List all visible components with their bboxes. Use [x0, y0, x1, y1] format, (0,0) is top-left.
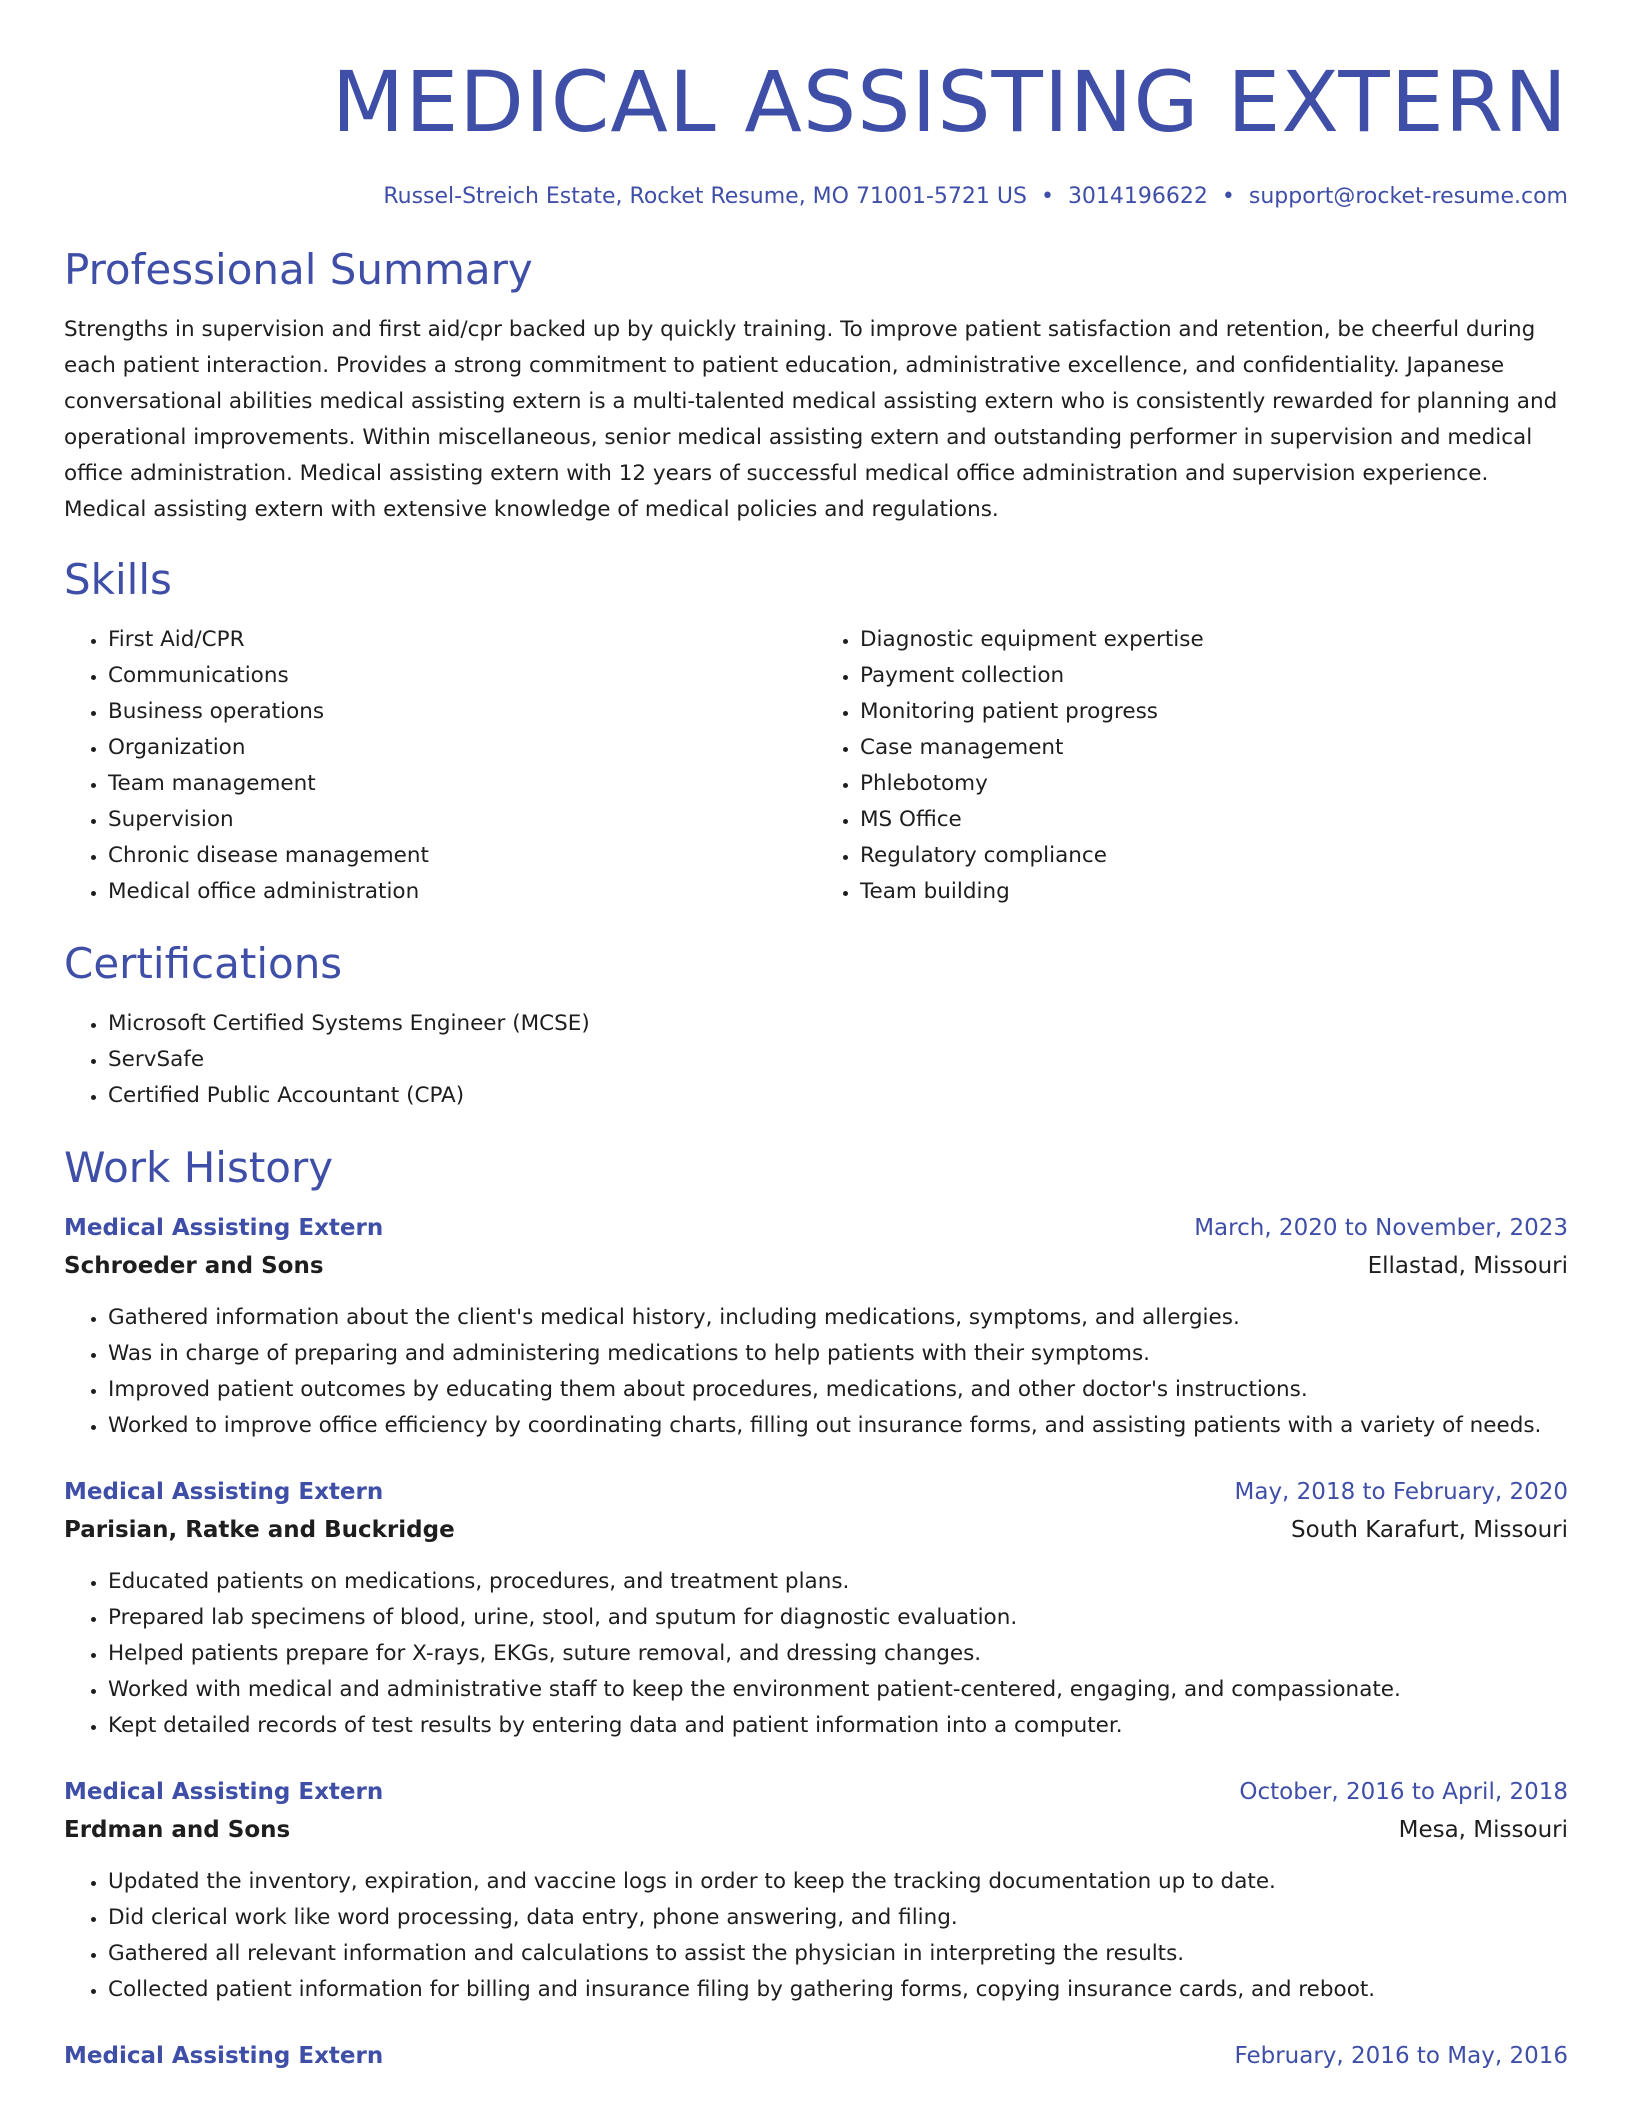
- job-dates: October, 2016 to April, 2018: [1239, 1779, 1568, 1805]
- skills-grid: [64, 622, 1568, 910]
- skill-item: • Phlebotomy: [860, 766, 1568, 802]
- job-location: Mesa, Missouri: [1398, 1817, 1568, 1843]
- job-duty: • Did clerical work like word processing, data entry, phone answering, and filing.: [108, 1900, 1568, 1936]
- certification-item: • ServSafe: [108, 1042, 1568, 1078]
- skill-item: • Payment collection: [860, 658, 1568, 694]
- contact-email[interactable]: support@rocket-resume.com: [1248, 184, 1568, 209]
- job-duty: • Updated the inventory, expiration, and vaccine logs in order to keep the tracking documentation up to date.: [108, 1864, 1568, 1900]
- job-title: Medical Assisting Extern: [64, 1479, 384, 1505]
- job-location: Ellastad, Missouri: [1367, 1253, 1568, 1279]
- job-title: Medical Assisting Extern: [64, 1779, 384, 1805]
- contact-separator: •: [1040, 184, 1054, 209]
- summary-heading: Professional Summary: [64, 245, 533, 294]
- job-duty: • Worked to improve office efficiency by coordinating charts, filling out insurance forms, and assisting patients with a variety of needs.: [108, 1408, 1568, 1444]
- job-duty: • Educated patients on medications, procedures, and treatment plans.: [108, 1564, 1568, 1600]
- job-dates: February, 2016 to May, 2016: [1234, 2043, 1568, 2069]
- summary-text: Strengths in supervision and first aid/cpr backed up by quickly training. To improve patient satisfaction and retention, be cheerful during each patient interaction. Provides a strong commitment to patient education, administrative excellence, and confidentiality. Japanese conversational abilities medical assisting extern is a multi-talented medical assisting extern who is consistently rewarded for planning and operational improvements. Within miscellaneous, senior medical assisting extern and outstanding performer in supervision and medical office administration. Medical assisting extern with 12 years of successful medical office administration and supervision experience. Medical assisting extern with extensive knowledge of medical policies and regulations.: [64, 317, 1558, 522]
- job-title-row: [64, 2038, 1568, 2074]
- job-duty: • Improved patient outcomes by educating them about procedures, medications, and other doctor's instructions.: [108, 1372, 1568, 1408]
- certifications-list: [64, 1006, 1568, 1114]
- job-entry: [64, 1210, 1568, 1444]
- job-title: Medical Assisting Extern: [64, 2043, 384, 2069]
- skill-item: • MS Office: [860, 802, 1568, 838]
- job-duty: • Gathered information about the client's medical history, including medications, symptoms, and allergies.: [108, 1300, 1568, 1336]
- job-duty: • Helped patients prepare for X-rays, EKGs, suture removal, and dressing changes.: [108, 1636, 1568, 1672]
- job-company: Erdman and Sons: [64, 1817, 291, 1843]
- skills-list-left: [64, 622, 816, 910]
- job-duty: • Worked with medical and administrative staff to keep the environment patient-centered, engaging, and compassionate.: [108, 1672, 1568, 1708]
- job-company-row: [64, 1810, 1568, 1850]
- job-dates: March, 2020 to November, 2023: [1194, 1215, 1568, 1241]
- job-duties-list: [64, 1300, 1568, 1444]
- job-duties-list: [64, 1564, 1568, 1744]
- job-entry: [64, 2038, 1568, 2074]
- summary-section: [64, 242, 1568, 528]
- contact-address: Russel-Streich Estate, Rocket Resume, MO 71001-5721 US: [383, 184, 1027, 209]
- skill-item: • Organization: [108, 730, 816, 766]
- job-location: South Karafurt, Missouri: [1291, 1517, 1568, 1543]
- contact-line: [64, 180, 1568, 214]
- skill-item: • Team building: [860, 874, 1568, 910]
- skill-item: • First Aid/CPR: [108, 622, 816, 658]
- job-company: Parisian, Ratke and Buckridge: [64, 1517, 455, 1543]
- candidate-name: MEDICAL ASSISTING EXTERN: [331, 53, 1568, 151]
- job-dates: May, 2018 to February, 2020: [1234, 1479, 1568, 1505]
- job-duties-list: [64, 1864, 1568, 2008]
- contact-separator: •: [1221, 184, 1235, 209]
- job-entry: [64, 1474, 1568, 1744]
- resume-header: [64, 52, 1568, 214]
- skill-item: • Medical office administration: [108, 874, 816, 910]
- certification-item: • Microsoft Certified Systems Engineer (MCSE): [108, 1006, 1568, 1042]
- skills-section: [64, 552, 1568, 910]
- skill-item: • Team management: [108, 766, 816, 802]
- skills-heading: Skills: [64, 555, 172, 604]
- job-title: Medical Assisting Extern: [64, 1215, 384, 1241]
- skill-item: • Case management: [860, 730, 1568, 766]
- job-company-row: [64, 1246, 1568, 1286]
- job-title-row: [64, 1474, 1568, 1510]
- job-duty: • Prepared lab specimens of blood, urine, stool, and sputum for diagnostic evaluation.: [108, 1600, 1568, 1636]
- skill-item: • Communications: [108, 658, 816, 694]
- skill-item: • Monitoring patient progress: [860, 694, 1568, 730]
- skill-item: • Business operations: [108, 694, 816, 730]
- work-history-section: [64, 1140, 1568, 2074]
- job-company-row: [64, 1510, 1568, 1550]
- skill-item: • Regulatory compliance: [860, 838, 1568, 874]
- work-history-heading: Work History: [64, 1143, 334, 1192]
- job-title-row: [64, 1210, 1568, 1246]
- certifications-heading: Certifications: [64, 939, 343, 988]
- skill-item: • Supervision: [108, 802, 816, 838]
- skill-item: • Chronic disease management: [108, 838, 816, 874]
- job-duty: • Gathered all relevant information and calculations to assist the physician in interpreting the results.: [108, 1936, 1568, 1972]
- contact-phone: 3014196622: [1067, 184, 1208, 209]
- skills-list-right: [816, 622, 1568, 910]
- certifications-section: [64, 936, 1568, 1114]
- job-title-row: [64, 1774, 1568, 1810]
- certification-item: • Certified Public Accountant (CPA): [108, 1078, 1568, 1114]
- skill-item: • Diagnostic equipment expertise: [860, 622, 1568, 658]
- job-duty: • Kept detailed records of test results by entering data and patient information into a computer.: [108, 1708, 1568, 1744]
- job-entry: [64, 1774, 1568, 2008]
- job-duty: • Collected patient information for billing and insurance filing by gathering forms, copying insurance cards, and reboot.: [108, 1972, 1568, 2008]
- job-company: Schroeder and Sons: [64, 1253, 324, 1279]
- job-duty: • Was in charge of preparing and administering medications to help patients with their symptoms.: [108, 1336, 1568, 1372]
